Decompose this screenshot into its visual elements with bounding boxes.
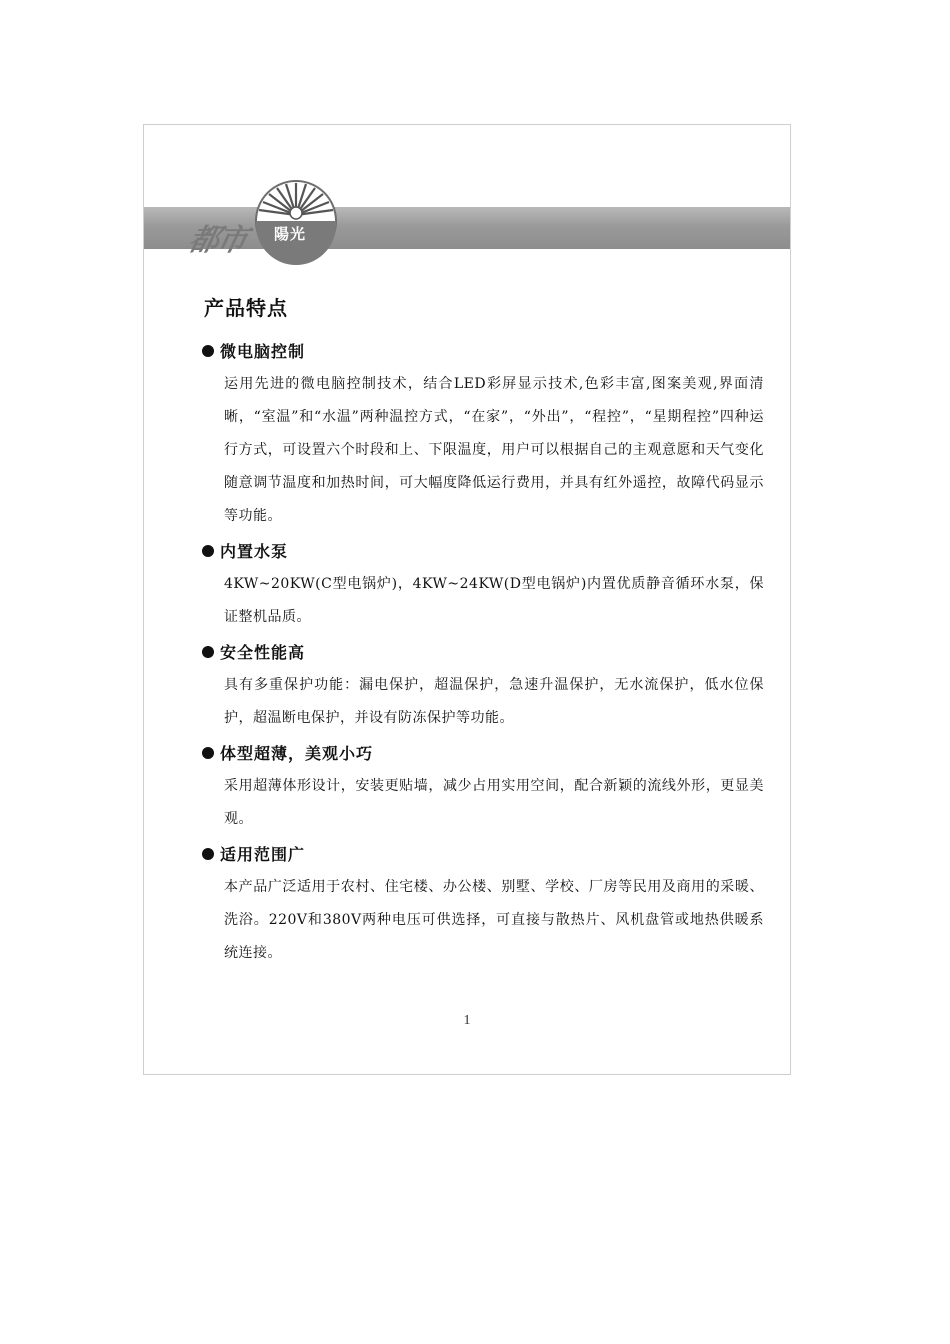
feature-section-slim (204, 741, 764, 836)
section-body: 4KW~20KW(C型电锅炉)，4KW~24KW(D型电锅炉)内置优质静音循环水泵，保证整机品质。 (224, 576, 764, 625)
section-heading (202, 339, 764, 362)
section-heading (202, 640, 764, 663)
page-number: 1 (463, 1013, 471, 1028)
section-heading-text: 微电脑控制 (220, 342, 306, 361)
logo-label-text: 陽光 (274, 225, 307, 243)
section-body: 采用超薄体形设计，安装更贴墙，减少占用实用空间，配合新颖的流线外形，更显美观。 (224, 778, 764, 827)
section-heading (202, 741, 764, 764)
bullet-icon (202, 545, 214, 557)
section-heading-text: 体型超薄，美观小巧 (220, 744, 374, 763)
section-heading (202, 842, 764, 865)
section-body: 运用先进的微电脑控制技术，结合LED彩屏显示技术,色彩丰富,图案美观,界面清晰，“室温”和“水温”两种温控方式，“在家”，“外出”，“程控”，“星期程控”四种运行方式，可设置六个时段和上、下限温度，用户可以根据自己的主观意愿和天气变化随意调节温度和加热时间，可大幅度降低运行费用，并具有红外遥控，故障代码显示等功能。 (224, 376, 764, 524)
section-body: 本产品广泛适用于农村、住宅楼、办公楼、别墅、学校、厂房等民用及商用的采暖、洗浴。220V和380V两种电压可供选择，可直接与散热片、风机盘管或地热供暖系统连接。 (224, 879, 764, 961)
logo-script-text: 都市 (185, 223, 249, 258)
section-heading-text: 内置水泵 (220, 542, 289, 561)
main-content (204, 292, 764, 976)
feature-section-pump (204, 539, 764, 634)
feature-section-microcomputer (204, 339, 764, 533)
brand-logo (184, 175, 344, 265)
section-heading (202, 539, 764, 562)
page-title: 产品特点 (204, 296, 288, 320)
sunburst-logo-icon (250, 175, 342, 267)
bullet-icon (202, 747, 214, 759)
feature-section-safety (204, 640, 764, 735)
feature-section-applications (204, 842, 764, 970)
section-heading-text: 适用范围广 (220, 845, 306, 864)
bullet-icon (202, 848, 214, 860)
section-heading-text: 安全性能高 (220, 643, 306, 662)
bullet-icon (202, 646, 214, 658)
section-body: 具有多重保护功能：漏电保护，超温保护，急速升温保护，无水流保护，低水位保护，超温断电保护，并设有防冻保护等功能。 (224, 677, 764, 726)
bullet-icon (202, 345, 214, 357)
